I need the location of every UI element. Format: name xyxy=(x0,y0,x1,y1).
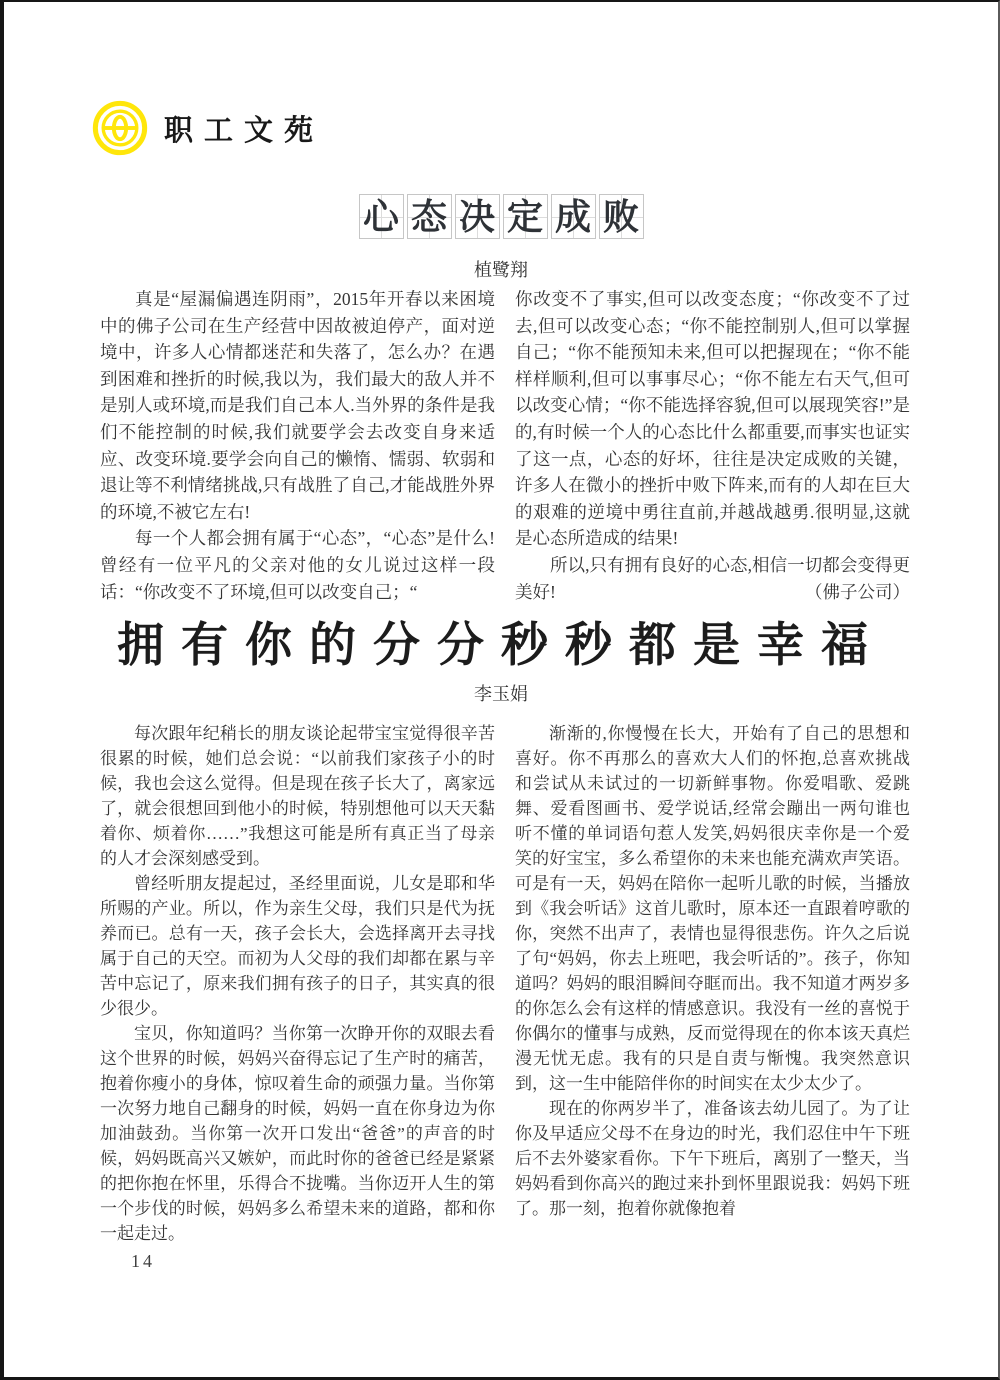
article2-author: 李玉娟 xyxy=(474,684,528,704)
closing-sentence: 所以,只有拥有良好的心态,相信一切都会变得更美好! xyxy=(515,554,910,602)
title-char-box: 决 xyxy=(455,194,500,239)
title-char-box: 败 xyxy=(599,194,644,239)
article2-title: 拥有你的分分秒秒都是幸福 xyxy=(117,620,885,672)
paragraph: 曾经听朋友提起过，圣经里面说，儿女是耶和华所赐的产业。所以，作为亲生父母，我们只是代为抚养而已。总有一天，孩子会长大，会选择离开去寻找属于自己的天空。而初为人父母的我们却都在累与辛苦中忘记了，原来我们拥有孩子的日子，其实真的很少很少。 xyxy=(100,874,495,1018)
paragraph: 渐渐的,你慢慢在长大，开始有了自己的思想和喜好。你不再那么的喜欢大人们的怀抱,总喜欢挑战和尝试从未试过的一切新鲜事物。你爱唱歌、爱跳舞、爱看图画书、爱学说话,经常会蹦出一两句谁也听不懂的单词语句惹人发笑,妈妈很庆幸你是一个爱笑的好宝宝，多么希望你的未来也能充满欢声笑语。可是有一天，妈妈在陪你一起听儿歌的时候，当播放到《我会听话》这首儿歌时，原本还一直跟着哼歌的你，突然不出声了，表情也显得很悲伤。许久之后说了句“妈妈，你去上班吧，我会听话的”。孩子，你知道吗？妈妈的眼泪瞬间夺眶而出。我不知道才两岁多的你怎么会有这样的情感意识。我没有一丝的喜悦于你偶尔的懂事与成熟，反而觉得现在的你本该天真烂漫无忧无虑。我有的只是自责与惭愧。我突然意识到，这一生中能陪伴你的时间实在太少太少了。 xyxy=(515,724,910,1093)
article1-right-column xyxy=(515,286,910,605)
article1-body xyxy=(100,286,910,605)
page-number: 14 xyxy=(131,1251,155,1271)
masthead xyxy=(92,100,324,156)
masthead-title: 职工文苑 xyxy=(164,114,325,147)
article1-left-column xyxy=(100,286,495,605)
title-char-box: 态 xyxy=(407,194,452,239)
paragraph xyxy=(515,552,910,605)
article1-author: 植鹭翔 xyxy=(474,260,528,280)
title-char-box: 成 xyxy=(551,194,596,239)
paragraph: 你改变不了事实,但可以改变态度；“你改变不了过去,但可以改变心态；“你不能控制别人,但可以掌握自己；“你不能预知未来,但可以把握现在；“你不能样样顺利,但可以事事尽心；“你不能左右天气,但可以改变心情；“你不能选择容貌,但可以展现笑容!”是的,有时候一个人的心态比什么都重要,而事实也证实了这一点，心态的好坏，往往是决定成败的关键，许多人在微小的挫折中败下阵来,而有的人却在巨大的艰难的逆境中勇往直前,并越战越勇.很明显,这就是心态所造成的结果! xyxy=(515,289,910,549)
attribution: （佛子公司） xyxy=(805,581,910,602)
title-char-box: 心 xyxy=(359,194,404,239)
paragraph: 宝贝，你知道吗？当你第一次睁开你的双眼去看这个世界的时候，妈妈兴奋得忘记了生产时的痛苦，抱着你瘦小的身体，惊叹着生命的顽强力量。当你第一次努力地自己翻身的时候，妈妈一直在你身边为你加油鼓劲。当你第一次开口发出“爸爸”的声音的时候，妈妈既高兴又嫉妒，而此时你的爸爸已经是紧紧的把你抱在怀里，乐得合不拢嘴。当你迈开人生的第一个步伐的时候，妈妈多么希望未来的道路，都和你一起走过。 xyxy=(100,1024,495,1243)
title-char-box: 定 xyxy=(503,194,548,239)
paragraph: 现在的你两岁半了，准备该去幼儿园了。为了让你及早适应父母不在身边的时光，我们忍住中午下班后不去外婆家看你。下午下班后，离别了一整天，当妈妈看到你高兴的跑过来扑到怀里跟说我：妈妈下班了。那一刻，抱着你就像抱着 xyxy=(515,1099,910,1218)
article2-left-column xyxy=(100,721,495,1246)
article1-title xyxy=(4,194,998,239)
article2-right-column xyxy=(515,721,910,1246)
article2-body xyxy=(100,721,910,1246)
paragraph: 每次跟年纪稍长的朋友谈论起带宝宝觉得很辛苦很累的时候，她们总会说：“以前我们家孩子小的时候，我也会这么觉得。但是现在孩子长大了，离家远了，就会很想回到他小的时候，特别想他可以天天黏着你、烦着你……”我想这可能是所有真正当了母亲的人才会深刻感受到。 xyxy=(100,724,495,868)
trade-union-logo-icon xyxy=(92,100,148,156)
paragraph: 真是“屋漏偏遇连阴雨”，2015年开春以来困境中的佛子公司在生产经营中因故被迫停产，面对逆境中，许多人心情都迷茫和失落了，怎么办？在遇到困难和挫折的时候,我以为，我们最大的敌人并不是别人或环境,而是我们自己本人.当外界的条件是我们不能控制的时候,我们就要学会去改变自身来适应、改变环境.要学会向自己的懒惰、懦弱、软弱和退让等不利情绪挑战,只有战胜了自己,才能战胜外界的环境,不被它左右! xyxy=(100,289,495,522)
paragraph: 每一个人都会拥有属于“心态”，“心态”是什么!曾经有一位平凡的父亲对他的女儿说过这样一段话：“你改变不了环境,但可以改变自己；“ xyxy=(100,528,495,602)
